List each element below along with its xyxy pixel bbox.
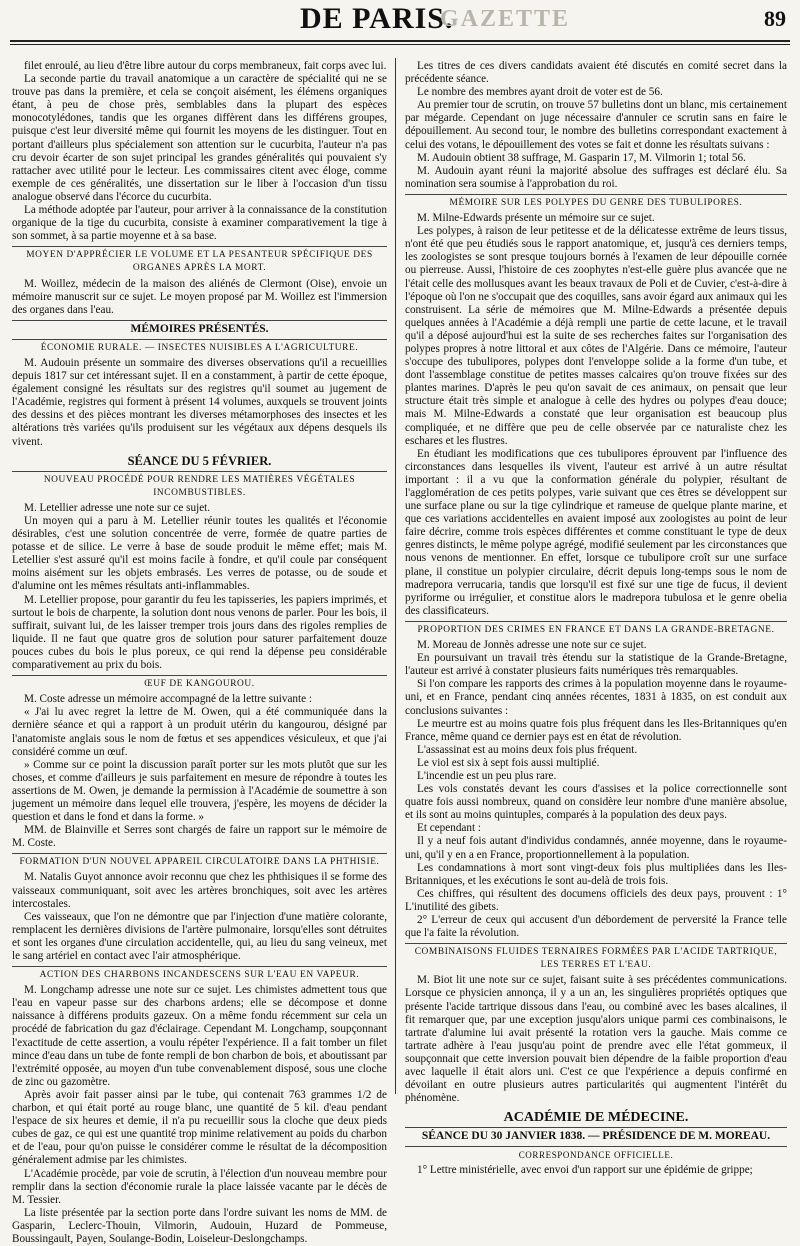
page-number: 89 — [764, 6, 786, 31]
masthead — [0, 0, 800, 44]
paragraph: 2° L'erreur de ceux qui accusent d'un débordement de perversité la France telle que l'a faite la révolution. — [405, 914, 787, 940]
paragraph: Le meurtre est au moins quatre fois plus fréquent dans les Iles-Britanniques qu'en France, même quand ce dernier pays est en état de révolution. — [405, 717, 787, 743]
paragraph: Ces chiffres, qui résultent des documens officiels des deux pays, prouvent : 1° L'inutilité des gibets. — [405, 887, 787, 913]
paragraph: M. Coste adresse un mémoire accompagné de la lettre suivante : — [24, 693, 312, 706]
right-column — [405, 60, 787, 1176]
paragraph: Il y a neuf fois autant d'individus condamnés, année moyenne, dans le royaume-uni, qu'il y en a en France, proportionnellement à la population. — [405, 835, 787, 861]
paragraph: La seconde partie du travail anatomique a un caractère de spécialité qui ne se trouve pas dans la première, et cela se conçoit aisément, les élémens organiques étant, à peu de chose près, semblables dans la plupart des espèces monocotylédones, tandis que les organes diffèrent dans les différens groupes, puisque c'est leur diversité même qui fournit les moyens de les distinguer. Tout en portant d'ailleurs plus spécialement son attention sur le cucurbita, l'auteur n'a pas cru devoir écarter de son sujet principal les grandes généralités qui pouvaient s'y rattacher avec utilité pour le lecteur. Les commissaires citent avec éloge, comme exemple de ces généralités, une dissertation sur le liber à l'occasion d'un tissu analogue observé dans l'écorce du cucurbita. — [12, 73, 387, 203]
paragraph: M. Milne-Edwards présente un mémoire sur ce sujet. — [417, 212, 655, 225]
section-heading: FORMATION D'UN NOUVEL APPAREIL CIRCULATOIRE DANS LA PHTHISIE. — [12, 853, 387, 869]
paragraph: Les vols constatés devant les cours d'assises et la police correctionnelle sont quatre fois aussi nombreux, quand on considère leur nombre d'une manière absolue, et ils sont au moins quintuples, comparés à la population des deux pays. — [405, 783, 787, 822]
paragraph: M. Moreau de Jonnès adresse une note sur ce sujet. — [417, 639, 647, 652]
newspaper-title: DE PARIS. — [300, 2, 454, 35]
paragraph: M. Letellier adresse une note sur ce sujet. — [24, 501, 211, 514]
bleed-through-title: GAZETTE — [440, 6, 571, 32]
paragraph: M. Longchamp adresse une note sur ce sujet. Les chimistes admettent tous que l'eau en vapeur passe sur des charbons ardens; elle se décompose et donne naissance à différens produits gazeux. On a même fondu récemment sur cela un procédé de fabrication du gaz d'éclairage. Cependant M. Longchamp, soupçonnant l'exactitude de cette assertion, a voulu répéter l'expérience. Il a fait tomber un filet mince d'eau dans un tube de fonte rempli de bon charbon de bois, et aboutissant par l'extrémité opposée, au moyen d'un tube convenablement disposé, sous une cloche de zinc ou gazomètre. — [12, 984, 387, 1088]
paragraph: Un moyen qui a paru à M. Letellier réunir toutes les qualités et l'économie désirables, c'est une solution concentrée de verre, formée de quatre parties de potasse et de silice. Le verre à base de soude produit le même effet; mais M. Letellier s'est assuré qu'il est moins facile à fondre, et qu'il coule par conséquent moins aisément sur les objets embrasés. Les verres de potasse, ou de soude et d'alumine ont les mêmes résultats anti-inflammables. — [12, 515, 387, 593]
paragraph: M. Woillez, médecin de la maison des aliénés de Clermont (Oise), envoie un mémoire manuscrit sur ce sujet. Le moyen proposé par M. Woillez est l'immersion des organes dans l'eau. — [12, 277, 387, 316]
paragraph: Et cependant : — [417, 822, 481, 835]
paragraph: Après avoir fait passer ainsi par le tube, qui contenait 763 grammes 1/2 de charbon, et qui était porté au rouge blanc, une quantité de 5 kil. d'eau pendant l'espace de six heures et demie, il n'a pu recueillir sous la cloche que deux pieds cubes de gaz, ce qui est une quantité trop minime relativement au poids du charbon et de l'eau, pour qu'on puisse le considérer comme le résultat de la décomposition généralement admise par les chimistes. — [12, 1088, 387, 1167]
left-column — [12, 60, 387, 1245]
paragraph: « J'ai lu avec regret la lettre de M. Owen, qui a été communiquée dans la dernière séance et qui a rapport à un produit utérin du kangourou, désigné par l'anatomiste anglais sous le nom de fœtus et ses appendices vésiculeux, et que j'ai considéré comme un œuf. — [12, 706, 387, 758]
paragraph: En étudiant les modifications que ces tubulipores éprouvent par l'influence des circonstances dans lesquelles ils vivent, l'auteur est arrivé à un autre résultat important : il a vu que la conformation générale du polypier, résultant de l'agglomération de ces petits polypes, varie suivant que ces êtres se développent sur une surface plane ou sur la tige cylindrique et rameuse de quelque plante marine, et que ces variations accidentelles en avaient imposé aux zoologistes au point de leur faire décrire, comme trois espèces différentes et comme constituant le type de deux genres distincts, le même polype agrégé, modifié seulement par les circonstances que nous venons de mentionner. En effet, lorsque ce tubulipore croît sur une surface plane, il constitue un polypier circulaire, décrit depuis long-temps sous le nom de madrepora verrucaria, tandis que lorsqu'il est fixé sur une tige de fucus, il devient pyriforme ou irrégulier, et constitue alors le madrepora tubulosa et le genre obelia des classificateurs. — [405, 447, 787, 617]
section-heading: ACTION DES CHARBONS INCANDESCENS SUR L'EAU EN VAPEUR. — [12, 966, 387, 982]
paragraph: M. Biot lit une note sur ce sujet, faisant suite à ses précédentes communications. Lorsque ce physicien annonça, il y a un an, les singulières propriétés optiques que présente l'acide tartrique dissous dans l'eau, ou combiné avec les bases alcalines, il fit remarquer que, par une exception jusqu'alors unique parmi ces combinaisons, le tartrate d'alumine lui avait présenté la rotation vers la gauche. Mais comme ce tartrate adhère à l'eau jusqu'au point de prendre avec elle l'état gommeux, il soupçonnait que cette inversion pouvait bien dépendre de la faible proportion d'eau avec laquelle il était alors uni. C'est ce que l'expérience a depuis confirmé en dévoilant en outre plusieurs autres particularités qui augmentent l'intérêt du phénomène. — [405, 974, 787, 1105]
paragraph: En poursuivant un travail très étendu sur la statistique de la Grande-Bretagne, l'auteur est arrivé à constater plusieurs faits numériques très remarquables. — [405, 652, 787, 678]
paragraph: Si l'on compare les rapports des crimes à la population moyenne dans le royaume-uni, et en France, pendant cinq années récentes, 1831 à 1835, on est conduit aux conclusions suivantes : — [405, 678, 787, 717]
paragraph: Les titres de ces divers candidats avaient été discutés en comité secret dans la précédente séance. — [405, 60, 787, 86]
section-heading: PROPORTION DES CRIMES EN FRANCE ET DANS LA GRANDE-BRETAGNE. — [405, 621, 787, 637]
paragraph: » Comme sur ce point la discussion paraît porter sur les mots plutôt que sur les choses, et comme d'ailleurs je suis parfaitement en mesure de répondre à toutes les assertions de M. Owen, je demande la permission à l'Académie de soumettre à son jugement un mémoire dans lequel elle trouvera, j'espère, les moyens de décider la question et dans le fond et dans la forme. » — [12, 758, 387, 824]
paragraph: L'assassinat est au moins deux fois plus fréquent. — [417, 743, 638, 756]
top-rule-thin — [10, 44, 790, 45]
section-heading: ÉCONOMIE RURALE. — INSECTES NUISIBLES A L'AGRICULTURE. — [12, 339, 387, 355]
paragraph: M. Letellier propose, pour garantir du feu les tapisseries, les papiers imprimés, et surtout le bois de charpente, la solution dont nous venons de parler. Pour les bois, il suffirait, suivant lui, de les laisser tremper trois jours dans des rigoles remplies de liquide. Il ne faut que quatre gros de solution pour saturer parfaitement douze pouces cubes du bois le plus poreux, ce qui rend la dépense peu considérable comparativement au prix du bois. — [12, 593, 387, 672]
paragraph: M. Audouin obtient 38 suffrage, M. Gasparin 17, M. Vilmorin 1; total 56. — [417, 151, 746, 164]
paragraph: filet enroulé, au lieu d'être libre autour du corps membraneux, fait corps avec lui. — [24, 60, 387, 72]
section-heading: ŒUF DE KANGOUROU. — [12, 675, 387, 691]
paragraph: Le viol est six à sept fois aussi multiplié. — [417, 756, 600, 769]
section-title: MÉMOIRES PRÉSENTÉS. — [12, 320, 387, 336]
section-title: SÉANCE DU 30 JANVIER 1838. — PRÉSIDENCE DE M. MOREAU. — [405, 1127, 787, 1143]
section-heading: MOYEN D'APPRÉCIER LE VOLUME ET LA PESANTEUR SPÉCIFIQUE DES ORGANES APRÈS LA MORT. — [12, 246, 387, 275]
section-heading: NOUVEAU PROCÉDÉ POUR RENDRE LES MATIÈRES VÉGÉTALES INCOMBUSTIBLES. — [12, 471, 387, 500]
column-divider — [395, 58, 396, 1094]
paragraph: Le nombre des membres ayant droit de voter est de 56. — [417, 86, 663, 99]
session-heading: SÉANCE DU 5 FÉVRIER. — [127, 453, 272, 468]
paragraph: Les polypes, à raison de leur petitesse et de la délicatesse extrême de leurs tissus, n'ont été que peu étudiés sous le rapport anatomique, et, jusqu'à ces derniers temps, les zoologistes se sont presque toujours bornés à l'examen de leur dépouille cornée ou pierreuse. Aussi, l'histoire de ces zoophytes n'est-elle guère plus avancée que ne l'était celle des mollusques avant les beaux travaux de Poli et de Cuvier, c'est-à-dire à l'époque où l'on ne s'occupait que des coquilles, sans avoir égard aux animaux qui les construisent. La série de mémoires que M. Milne-Edwards a présentée depuis quelques années à l'Académie a déjà rempli une partie de cette lacune, et le travail qu'il a déposé aujourd'hui est la suite de ses recherches faites sur l'organisation des polypes propres à notre littoral et aux côtes de l'Algérie. Dans ce mémoire, l'auteur s'occupe des tubulipores, polypes dont l'enveloppe solide a la forme d'un tube, et dont l'assemblage constitue de petites masses calcaires qu'on trouve fixées sur des plantes marines. D'après le peu qu'on savait de ces animaux, on pensait que leur structure était très simple et analogue à celle des hydres ou polypes d'eau douce; mais M. Milne-Edwards a constaté que leur organisation est beaucoup plus compliquée, et ne diffère que peu de celle observée par ce naturaliste chez les eschares et les flustres. — [405, 225, 787, 447]
paragraph: La liste présentée par la section porte dans l'ordre suivant les noms de MM. de Gasparin, Leclerc-Thouin, Vilmorin, Audouin, Huzard de Pommeuse, Boussingault, Payen, Soulange-Bodin, Loiseleur-Deslongchamps. — [12, 1206, 387, 1245]
paragraph: MM. de Blainville et Serres sont chargés de faire un rapport sur le mémoire de M. Coste. — [12, 824, 387, 850]
academy-title: ACADÉMIE DE MÉDECINE. — [503, 1110, 689, 1126]
paragraph: M. Natalis Guyot annonce avoir reconnu que chez les phthisiques il se forme des vaisseaux communiquant, soit avec les artères bronchiques, soit avec les artères intercostales. — [12, 871, 387, 910]
paragraph: L'incendie est un peu plus rare. — [417, 769, 557, 782]
section-heading: COMBINAISONS FLUIDES TERNAIRES FORMÉES PAR L'ACIDE TARTRIQUE, LES TERRES ET L'EAU. — [405, 943, 787, 972]
paragraph: Les condamnations à mort sont vingt-deux fois plus multipliées dans les Iles-Britanniques, et les exécutions le sont au-delà de trois fois. — [405, 861, 787, 887]
paragraph: 1° Lettre ministérielle, avec envoi d'un rapport sur une épidémie de grippe; — [417, 1163, 753, 1176]
subheading: CORRESPONDANCE OFFICIELLE. — [405, 1146, 787, 1162]
section-heading: MÉMOIRE SUR LES POLYPES DU GENRE DES TUBULIPORES. — [405, 194, 787, 210]
paragraph: La méthode adoptée par l'auteur, pour arriver à la connaissance de la constitution organique de la tige du cucurbita, consiste à examiner comparativement la tige à son sommet, à sa partie moyenne et à sa base. — [12, 204, 387, 243]
paragraph: Ces vaisseaux, que l'on ne démontre que par l'injection d'une matière colorante, remplacent les dernières divisions de l'artère pulmonaire, lorsqu'elles sont détruites et sont les organes d'une circulation accidentelle, qui, au lieu du sang veineux, met le sang artériel en contact avec l'air atmosphérique. — [12, 910, 387, 962]
paragraph: M. Audouin présente un sommaire des diverses observations qu'il a recueillies depuis 1817 sur cet intéressant sujet. Il en a constamment, à partir de cette époque, également consigné les résultats sur des registres qu'il soumet au jugement de l'Académie, registres qui forment à présent 14 volumes, auxquels se trouvent joints des dessins et des pièces montrant les diverses métamorphoses des insectes et les altérations très variées qu'ils produisent sur les végétaux aux dépens desquels ils vivent. — [12, 356, 387, 448]
paragraph: M. Audouin ayant réuni la majorité absolue des suffrages est déclaré élu. Sa nomination sera soumise à l'approbation du roi. — [405, 164, 787, 190]
paragraph: L'Académie procède, par voie de scrutin, à l'élection d'un nouveau membre pour remplir dans la section d'économie rurale la place laissée vacante par le décès de M. Tessier. — [12, 1167, 387, 1206]
top-rule — [10, 40, 790, 42]
paragraph: Au premier tour de scrutin, on trouve 57 bulletins dont un blanc, mis certainement par mégarde. Cependant on juge nécessaire d'annuler ce scrutin sans en faire le dépouillement. Au second tour, le nombre des bulletins correspondant exactement à celui des votans, le dépouillement des votes se fait et donne les résultats suivans : — [405, 99, 787, 151]
